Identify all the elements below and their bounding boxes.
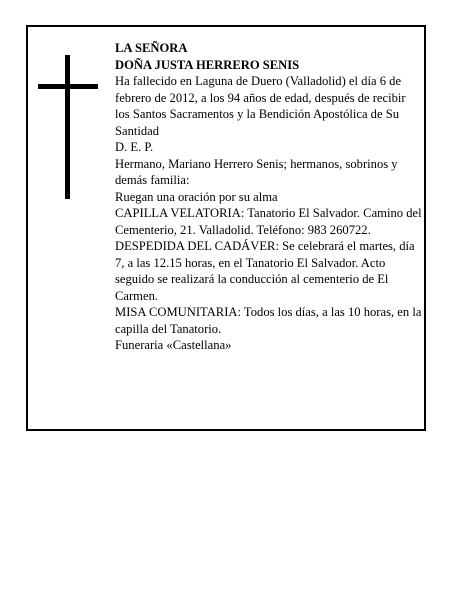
- death-announcement: Ha fallecido en Laguna de Duero (Valladolid) el día 6 de febrero de 2012, a los 94 años de edad, después de recibir los Santos Sacramentos y la Bendición Apostólica de Su Santidad: [115, 74, 406, 138]
- latin-cross-icon: [38, 55, 98, 199]
- obituary-notice: [26, 25, 426, 431]
- community-mass-details: MISA COMUNITARIA: Todos los días, a las 10 horas, en la capilla del Tanatorio.: [115, 305, 422, 336]
- family-list: Hermano, Mariano Herrero Senis; hermanos, sobrinos y demás familia:: [115, 156, 398, 187]
- obituary-heading-name: DOÑA JUSTA HERRERO SENIS: [115, 57, 300, 72]
- farewell-details: DESPEDIDA DEL CADÁVER: Se celebrará el martes, día 7, a las 12.15 horas, en el Tanatorio El Salvador. Acto seguido se realizará la conducción al cementerio de El Carmen.: [115, 239, 415, 303]
- obituary-heading-title: LA SEÑORA: [115, 41, 188, 55]
- chapel-details: CAPILLA VELATORIA: Tanatorio El Salvador. Camino del Cementerio, 21. Valladolid. Teléfono: 983 260722.: [115, 206, 422, 237]
- funeral-home: Funeraria «Castellana»: [115, 338, 232, 352]
- prayer-request: Ruegan una oración por su alma: [115, 189, 278, 204]
- rest-in-peace-abbreviation: D. E. P.: [115, 140, 154, 154]
- cross-vertical-bar: [65, 55, 70, 199]
- obituary-text: [115, 40, 423, 354]
- cross-horizontal-bar: [38, 84, 98, 89]
